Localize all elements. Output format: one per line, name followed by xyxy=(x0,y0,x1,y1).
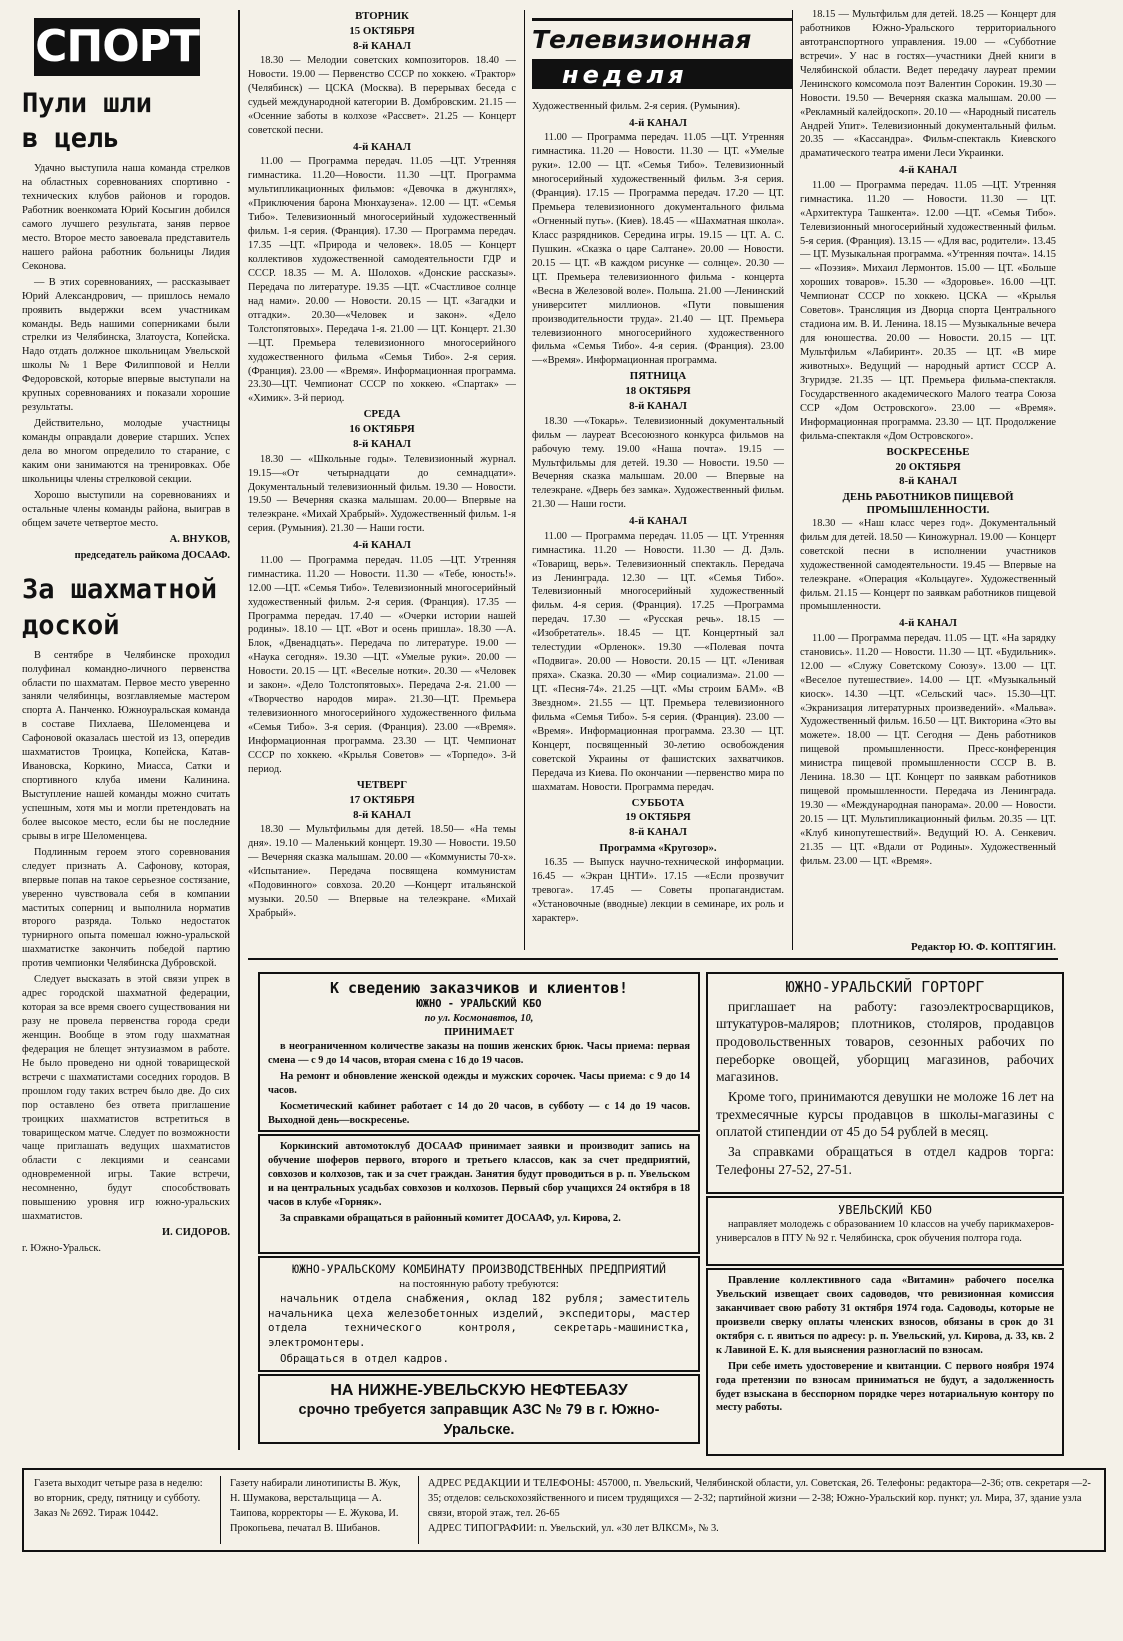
tv-date: 17 ОКТЯБРЯ xyxy=(349,793,415,806)
tv-listing: 11.00 — Программа передач. 11.05 —ЦТ. Утренняя гимнастика. 11.20 — Новости. 11.30 — ЦТ. «Архитектура Ташкента». 12.00 —ЦТ. «Семья Тибо». Телевизионный многосерийный художественный фильм. 5-я серия. (Франция). 13.15 — «Для вас, родители». 13.45 — ЦТ. Музыкальная программа. «Утренняя почта». 14.15 — «Поэзия». Михаил Лермонтов. 15.00 — ЦТ. «Больше хороших товаров». 15.30 — «Здоровье». 16.00 —ЦТ. Чемпионат СССР по хоккею. ЦСКА — «Крылья Советов». Трансляция из Дворца спорта Центрального стадиона им. В. И. Ленина. 18.15 — Музыкальные вечера для юношества. 20.00 — Новости. 20.15 — ЦТ. Мультфильм «Лабиринт». 20.35 — ЦТ. «В мире животных». Ведущий — народный артист СССР А. Згуридзе. 21.35 — ЦТ. Премьера фильма-спектакля. Государственного академического Малого театра Союза ССР «Дом Островского». 23.00 — «Время». Информационная программа. 23.30 — ЦТ. Продолжение фильма-спектакля «Дом Островского». xyxy=(800,179,1056,442)
ad-title: УВЕЛЬСКИЙ КБО xyxy=(838,1203,932,1217)
ad-paragraph: срочно требуется заправщик АЗС № 79 в г. Южно-Уральске. xyxy=(298,1402,660,1438)
ad-neftebaza xyxy=(258,1374,700,1444)
article-paragraph: Подлинным героем этого соревнования следует признать А. Сафонову, которая, впервые попав на такое серьезное состязание, уверенно чувствовала себя в компании маститых соперниц и выполнила норматив второго разряда. Только недостаток турнирного опыта помешал южно-уральской шахматистке закончить победой партию против чемпионки Челябинска Дубровской. xyxy=(22,846,230,970)
footer-divider xyxy=(220,1476,221,1544)
article-paragraph: Следует высказать в этой связи упрек в адрес городской шахматной федерации, которая за все время своего существования ни разу не провела первенства города среди женщин. Вообще в этом году шахматная федерация не блещет энтузиазмом в работе. Не было проведено ни одной товарищеской встречи с шахматистами соседних городов. В прошлом году таких встреч было две. До сих пор оставлено без ответа приглашение троицких шахматистов встретиться в товарищеском матче. Следует по возможности чаще приглашать ведущих шахматистов области с лекциями и сеансами одновременной игры. Такие встречи, несомненно, будут способствовать повышению уровня игр южно-уральских шахматистов. xyxy=(22,974,230,1223)
tv-day: СУББОТА xyxy=(631,796,685,809)
ad-org: ЮЖНО - УРАЛЬСКИЙ КБО xyxy=(416,998,542,1011)
tv-column xyxy=(248,8,516,952)
tv-listing: 11.00 — Программа передач. 11.05 —ЦТ. Утренняя гимнастика. 11.20—Новости. 11.30 —ЦТ. Программа мультипликационных фильмов: «Девочка в джунглях», «Приключения барона Мюнхаузена». 12.00 — ЦТ. «Семья Тибо». Телевизионный многосерийный художественный фильм. 1-я серия. (Франция). 17.30 — Программа передач. 17.35 —ЦТ. «Природа и человек». 18.05 — Концерт коллективов художественной самодеятельности ГДР и СССР. 18.35 — М. А. Шолохов. «Донские рассказы». Передача по литературе. 19.35 —ЦТ. «Счастливое солнце над нами». 20.00 — Новости. 20.15 — ЦТ. «Загадки и отгадки». 20.30—«Человек и закон». «Дело Толстопятовых». Передача 1-я. 21.00 — ЦТ. Концерт. 21.30 —ЦТ. Премьера телевизионного многосерийного художественного фильма «Семья Тибо». 2-я серия. (Франция). 23.00 — «Время». Информационная программа. 23.30—ЦТ. Чемпионат СССР по хоккею. «Спартак» — «Химик». 3-й период. xyxy=(248,156,516,405)
imprint-footer xyxy=(22,1468,1106,1552)
article-paragraph: В сентябре в Челябинске проходил полуфинал командно-личного первенства области по шахматам. Первое место уверенно заняли челябинцы, возглавляемые мастером спорта А. Панченко. Южноуральская команда в составе Пихлаева, Шеломенцева и Сафоновой оказалась шестой из 13, опередив шахматистов Троицка, Копейска, Катав-Ивановска, Коркино, Миасса, Сатки и спортивного клуба имени Калинина. Выступление нашей команды можно считать успешным, хотя мы и могли претендовать на более высокое место, если бы не последние срывы в игре Шеломенцева. xyxy=(22,649,230,842)
article-title: Пули шли xyxy=(22,88,153,119)
ad-title: ЮЖНО-УРАЛЬСКОМУ КОМБИНАТУ ПРОИЗВОДСТВЕННЫХ ПРЕДПРИЯТИЙ xyxy=(292,1262,666,1276)
ad-paragraph: приглашает на работу: газоэлектросварщиков, штукатуров-маляров; плотников, столяров, продавцов продовольственных товаров, сезонных рабочих по переборке овощей, уборщиц магазинов, рабочих магазинов. xyxy=(716,998,1054,1085)
article-signature: председатель райкома ДОСААФ. xyxy=(74,549,230,561)
ad-paragraph: Коркинский автомотоклуб ДОСААФ принимает заявки и производит запись на обучение шоферов первого, второго и третьего классов, как за счет предприятий, совхозов и колхозов, так и за счет граждан. Занятия будут проводиться в р. п. Увельском и на центральных усадьбах совхозов и колхозов. Первый сбор учащихся 24 октября в 18 часов в клубе «Горняк». xyxy=(268,1141,690,1208)
article-paragraph: Удачно выступила наша команда стрелков на областных соревнованиях спортивно - технических клубов районов и городов. Работник военкомата Юрий Косыгин добился самого лучшего результата, заняв первое место. Второе место завоевала представитель нашего района работник больницы Лидия Секонова. xyxy=(22,163,230,272)
tv-channel: 8-й КАНАЛ xyxy=(353,808,411,821)
footer-divider xyxy=(418,1476,419,1544)
ad-sub: на постоянную работу требуются: xyxy=(399,1278,559,1291)
tv-logo-line2: неделя xyxy=(532,61,792,89)
footer-text: Газета выходит четыре раза в неделю: во вторник, среду, пятницу и субботу. xyxy=(34,1478,203,1505)
column-divider xyxy=(792,10,793,950)
tv-day: СРЕДА xyxy=(363,408,401,421)
tv-week-logo xyxy=(532,18,792,94)
footer-editorial-address: АДРЕС РЕДАКЦИИ И ТЕЛЕФОНЫ: 457000, п. Увельский, Челябинской области, ул. Советская, 26. Телефоны: редактора—2-36; отв. секретаря —2-35; отделов: сельскохозяйственного и писем трудящихся — 2-32; партийной жизни — 2-38; Южно-Уральский кор. пункт; ул. Мира, 37, здание узла связи, второй этаж, тел. 26-65 xyxy=(428,1478,1091,1520)
tv-column xyxy=(532,100,784,952)
tv-day: ЧЕТВЕРГ xyxy=(356,778,408,791)
tv-column xyxy=(800,8,1056,938)
tv-channel: 8-й КАНАЛ xyxy=(353,39,411,52)
article-title: доской xyxy=(22,609,120,641)
article-paragraph: — В этих соревнованиях, — рассказывает Юрий Александрович, — пришлось немало проявить выдержки всем участникам команды. Ведь нашими соперниками были стрелки из Челябинска, Златоуста, Копейска. Надо отдать должное школьницам Увельской школы № 1 Вере Филипповой и Нелли Федоровской, которые впервые выступали на крупных соревнованиях и показали хорошие результаты. xyxy=(22,276,230,414)
tv-date: 18 ОКТЯБРЯ xyxy=(625,385,691,398)
ad-paragraph: Правление коллективного сада «Витамин» рабочего поселка Увельский извещает своих садоводов, что ревизионная комиссия заканчивает свою работу 31 октября 1974 года. Садоводы, которые не произвели сверку оплаты членских взносов, обязаны в срок до 31 октября с. г. явиться по адресу: р. п. Увельский, ул. Кирова, д. 33, кв. 2 к Лавиной Е. К. для выяснения разногласий по взносам. xyxy=(716,1275,1054,1356)
tv-program-title: Программа «Кругозор». xyxy=(599,841,717,854)
footer-schedule xyxy=(34,1476,212,1546)
tv-listing: 11.00 — Программа передач. 11.05 — ЦТ. Утренняя гимнастика. 11.20 — Новости. 11.30 — Д. Дэль. «Товарищ, верь». Телевизионный спектакль. Передача из Ленинграда. 12.30 — ЦТ. «Семья Тибо». Телевизионный многосерийный художественный фильм. 4-я серия. (Франция). 17.25 —Программа передач. 17.30 — «Русская речь». 18.15 — «Изобретатель». 18.45 — ЦТ. Концертный зал телестудии «Орленок». 19.30 —«Полевая почта «Подвига». 20.00 — Новости. 20.15 — ЦТ. «Ленивая пряха». Сказка. 20.30 — «Мир социализма». 21.00 — ЦТ. «Песня-74». 21.25 —ЦТ. «Мы строим БАМ». «В Звездном». 21.55 — ЦТ. Премьера телевизионного фильма «Семья Тибо». 5-я серия. (Франция). 23.00 — «Время». Информационная программа. 23.30 — ЦТ. Концерт, посвященный 30-летию освобождения советской Украины от фашистских захватчиков. Передача из Киева. По окончании —первенство мира по шахматам. Новости. Программа передач. xyxy=(532,530,784,793)
tv-date: 16 ОКТЯБРЯ xyxy=(349,423,415,436)
sport-column xyxy=(22,86,230,1458)
column-divider xyxy=(238,10,240,1450)
tv-listing: 11.00 — Программа передач. 11.05 —ЦТ. Утренняя гимнастика. 11.20 — Новости. 11.30 — ЦТ. «Умелые руки». 12.00 — ЦТ. «Семья Тибо». Телевизионный многосерийный художественный фильм. 3-я серия. (Франция). 17.15 — Программа передач. 17.20 — ЦТ. Премьера телевизионного документального фильма «Огненный путь». (Киев). 18.45 — «Шахматная школа». Класс разрядников. Середина игры. 19.15 — ЦТ. А. С. Пушкин. «Сказка о царе Салтане». 20.00 — Новости. 20.15 — ЦТ. «В каждом рисунке — солнце». 20.30 — ЦТ. Премьера телевизионного фильма - концерта «Весна в Железовой воле». Польша. 21.00 —Ленинский университет миллионов. «Пути повышения производительности труда». 21.40 — ЦТ. Премьера телевизионного многосерийного художественного фильма «Семья Тибо». 4-я серия. (Франция). 23.00 —«Время». Информационная программа. xyxy=(532,132,784,367)
tv-day: ВТОРНИК xyxy=(355,10,409,22)
ad-address: по ул. Космонавтов, 10, xyxy=(424,1013,534,1025)
ad-kombinat xyxy=(258,1256,700,1372)
article-signature: г. Южно-Уральск. xyxy=(22,1243,102,1254)
tv-listing: 16.35 — Выпуск научно-технической информации. 16.45 — «Экран ЦНТИ». 17.15 —«Если прозвучит тревога». 17.45 — Советы пропагандистам. «Установочные (вводные) лекции в семинаре, их роль и характер». xyxy=(532,857,784,925)
tv-day-title: ДЕНЬ РАБОТНИКОВ ПИЩЕВОЙ ПРОМЫШЛЕННОСТИ. xyxy=(842,490,1014,516)
tv-day: ПЯТНИЦА xyxy=(629,370,687,383)
ad-gorto xyxy=(706,972,1064,1194)
ad-title: ЮЖНО-УРАЛЬСКИЙ ГОРТОРГ xyxy=(785,978,985,996)
tv-listing: 18.30 — Мультфильмы для детей. 18.50— «На темы дня». 19.10 — Маленький концерт. 19.30 — Новости. 19.50 — Вечерняя сказка малышам. 20.00 — «Коммунисты 70-х». «Испытание». Передача посвящена коммунистам «Подовинного» совхоза. 20.20 —Концерт итальянской музыки. 20.50 — Впервые на телеэкране. «Михай Храбрый». xyxy=(248,824,516,919)
ad-paragraph: За справками обращаться в районный комитет ДОСААФ, ул. Кирова, 2. xyxy=(280,1212,621,1224)
article-paragraph: Хорошо выступили на соревнованиях и остальные члены команды района, выиграв в общем зачете четвертое место. xyxy=(22,489,230,529)
ad-kbo xyxy=(258,972,700,1132)
tv-listing: 11.00 — Программа передач. 11.05 —ЦТ. Утренняя гимнастика. 11.20 — Новости. 11.30 — «Тебе, юность!». 12.00 —ЦТ. «Семья Тибо». Телевизионный многосерийный художественный фильм. 2-я серия. (Франция). 17.35 — Программа передач. 17.40 — «Очерки истории нашей родины». 18.10 — ЦТ. «Вот и осень пришла». 18.30 —А. Блок, «Двенадцать». Передача по литературе. 19.00 — «Наука сегодня». 19.30 —ЦТ. «Умелые руки». 20.00 — Новости. 20.15 — ЦТ. «Веселые нотки». 20.30 — «Человек и закон». «Дело Толстопятовых». Передача 2-я. 21.00 — «Творчество народов мира». 21.30—ЦТ. Премьера телевизионного многосерийного художественного фильма «Семья Тибо». 3-я серия. (Франция). 23.00 —«Время». Информационная программа. 23.30 — ЦТ. Чемпионат СССР по хоккею. «Крылья Советов» — «Торпедо». 3-й период. xyxy=(248,554,516,775)
tv-channel: 4-й КАНАЛ xyxy=(353,539,411,552)
tv-listing: 18.15 — Мультфильм для детей. 18.25 — Концерт для работников Южно-Уральского территориального автотранспортного управления. 19.00 — «Субботние встречи». У нас в гостях—участники Дней книги в Челябинской области. Ведет передачу лауреат премии Ленинского комсомола поэт Валентин Сорокин. 19.30 — Новости. 19.50 — Вечерняя сказка малышам. 20.00 — «Рекламный калейдоскоп». 20.10 — «Народный писатель Андрей Упит». Телевизионный документальный фильм. 20.35 — «Кассандра». Фильм-спектакль Киевского драматического театра имени Леси Украинки. xyxy=(800,9,1056,160)
ad-paragraph: в неограниченном количестве заказы на пошив женских брюк. Часы приема: первая смена — с 9 до 14 часов, вторая смена с 16 до 19 часов. xyxy=(268,1040,690,1066)
tv-channel: 8-й КАНАЛ xyxy=(629,826,687,839)
tv-channel: 4-й КАНАЛ xyxy=(353,140,411,153)
ad-accept: ПРИНИМАЕТ xyxy=(444,1026,514,1038)
ad-paragraph: При себе иметь удостоверение и квитанции. С первого ноября 1974 года претензии по взносам приниматься не будут, а задолженность будет взыскана в бесспорном порядке через нотариальную контору по месту работы. xyxy=(716,1360,1054,1414)
tv-day: ВОСКРЕСЕНЬЕ xyxy=(886,445,970,458)
ad-dosaaf xyxy=(258,1134,700,1254)
tv-channel: 4-й КАНАЛ xyxy=(899,164,957,177)
tv-channel: 8-й КАНАЛ xyxy=(899,475,957,488)
ad-paragraph: На ремонт и обновление женской одежды и мужских сорочек. Часы приема: с 9 до 14 часов. xyxy=(268,1070,690,1096)
tv-logo-line1: Телевизионная xyxy=(532,18,792,61)
footer-print-address: АДРЕС ТИПОГРАФИИ: п. Увельский, ул. «30 лет ВЛКСМ», № 3. xyxy=(428,1523,719,1535)
ad-paragraph: Обращаться в отдел кадров. xyxy=(280,1351,450,1365)
footer-staff: Газету набирали линотиписты В. Жук, Н. Шумакова, верстальщица — А. Таипова, корректоры — Е. Жукова, И. Прокопьева, печатал В. Шибанов. xyxy=(230,1478,401,1535)
article-title: За шахматной xyxy=(22,574,218,606)
tv-channel: 4-й КАНАЛ xyxy=(629,116,687,129)
article-signature: А. ВНУКОВ, xyxy=(169,533,230,545)
article-signature: И. СИДОРОВ. xyxy=(162,1227,230,1239)
ad-paragraph: начальник отдела снабжения, оклад 182 рубля; заместитель начальника цеха железобетонных изделий, экспедиторы, мастер отдела технического контроля, секретарь-машинистка, электромонтеры. xyxy=(268,1292,690,1349)
ad-paragraph: Косметический кабинет работает с 14 до 20 часов, в субботу — с 14 до 19 часов. Выходной день—воскресенье. xyxy=(268,1100,690,1126)
article-title: в цель xyxy=(22,123,120,155)
footer-order: Заказ № 2692. Тираж 10442. xyxy=(34,1508,159,1520)
tv-listing: 11.00 — Программа передач. 11.05 — ЦТ. «На зарядку становись». 11.20 — Новости. 11.30 — ЦТ. «Будильник». 12.00 — «Служу Советскому Союзу». 13.00 — ЦТ. «Веселое путешествие». 14.00 — ЦТ. «Музыкальный киоск». 14.30 —ЦТ. «Сельский час». 15.30—ЦТ. «Экранизация литературных произведений». «Мальва». Художественный фильм. 16.50 — ЦТ. Викторина «Это вы можете». 18.00 — ЦТ. Сегодня — День работников пищевой промышленности. Пресс-конференция министра пищевой промышленности СССР В. В. Ленина. 18.30 — ЦТ. Концерт по заявкам работников пищевой промышленности. Передача из Ленинграда. 19.30 — «Международная панорама». 20.00 — Новости. 20.15 — ЦТ. Мультипликационный фильм. 20.35 — ЦТ. «Клуб кинопутешествий». Ведущий Ю. А. Сенкевич. 21.35 — ЦТ. «Вдали от Родины». Художественный фильм. 23.00 — ЦТ. «Время». xyxy=(800,632,1056,867)
editor-line: Редактор Ю. Ф. КОПТЯГИН. xyxy=(911,941,1056,953)
ad-paragraph: Кроме того, принимаются девушки не моложе 16 лет на трехмесячные курсы продавцов в школы-магазины с оплатой стипендии от 45 до 54 рублей в месяц. xyxy=(716,1088,1054,1140)
tv-listing: 18.30 — Мелодии советских композиторов. 18.40 — Новости. 19.00 — Первенство СССР по хоккею. «Трактор» (Челябинск) — ЦСКА (Москва). В перерывах беседа с судьей международной категории В. Домбровским. 21.15 — «Осенние заботы в колхозе «Рассвет». 21.25 — Концерт советской песни. xyxy=(248,55,516,137)
footer-address xyxy=(428,1476,1092,1546)
tv-channel: 8-й КАНАЛ xyxy=(629,400,687,413)
tv-listing: 18.30 — «Наш класс через год». Документальный фильм для детей. 18.50 — Киножурнал. 19.00 — Концерт советской песни в исполнении участников художественной самодеятельности. 19.45 — Впервые на телеэкране. «Операция «Кольцауге». Художественный фильм. 21.15 — Концерт по заявкам работников пищевой промышленности. xyxy=(800,517,1056,613)
ad-title: К сведению заказчиков и клиентов! xyxy=(329,979,628,997)
section-rule xyxy=(248,958,1058,960)
tv-channel: 4-й КАНАЛ xyxy=(899,617,957,630)
ad-paragraph: направляет молодежь с образованием 10 классов на учебу парикмахеров-универсалов в ПТУ № 92 г. Челябинска, срок обучения полтора года. xyxy=(716,1219,1054,1245)
ad-uvelsky-kbo xyxy=(706,1196,1064,1266)
tv-date: 19 ОКТЯБРЯ xyxy=(625,811,691,824)
tv-channel: 8-й КАНАЛ xyxy=(353,438,411,451)
tv-listing: 18.30 —«Токарь». Телевизионный документальный фильм — лауреат Всесоюзного конкурса фильмов на рабочую тему. 19.00 «Наша почта». 19.15 —Мультфильмы для детей. 19.30 — Новости. 19.50 — Вечерняя сказка малышам. 20.00 — Впервые на телеэкране. «Дверь без замка». Художественный фильм. 21.30 — Наши гости. xyxy=(532,415,784,511)
ad-garden xyxy=(706,1268,1064,1456)
tv-date: 20 ОКТЯБРЯ xyxy=(895,460,961,473)
article-paragraph: Действительно, молодые участницы команды оправдали доверие старших. Успех дела во многом определило то старание, с каким они занимаются на тренировках. Обе школьницы члены стрелковой секции. xyxy=(22,418,230,485)
sport-logo: СПОРТ xyxy=(34,18,200,76)
tv-channel: 4-й КАНАЛ xyxy=(629,515,687,528)
tv-listing: Художественный фильм. 2-я серия. (Румыния). xyxy=(532,101,741,112)
ad-title: НА НИЖНЕ-УВЕЛЬСКУЮ НЕФТЕБАЗУ xyxy=(330,1382,628,1399)
tv-listing: 18.30 — «Школьные годы». Телевизионный журнал. 19.15—«От четырнадцати до семнадцати». Документальный телевизионный фильм. 19.30 — Новости. 19.50 — Вечерняя сказка малышам. 20.00— Впервые на телеэкране. «Михай Храбрый». Художественный фильм. 1-я серия. (Румыния). 21.30 — Наши гости. xyxy=(248,453,516,535)
tv-date: 15 ОКТЯБРЯ xyxy=(349,24,415,37)
column-divider xyxy=(524,10,525,950)
ad-paragraph: За справками обращаться в отдел кадров торга: Телефоны 27-52, 27-51. xyxy=(716,1143,1054,1177)
